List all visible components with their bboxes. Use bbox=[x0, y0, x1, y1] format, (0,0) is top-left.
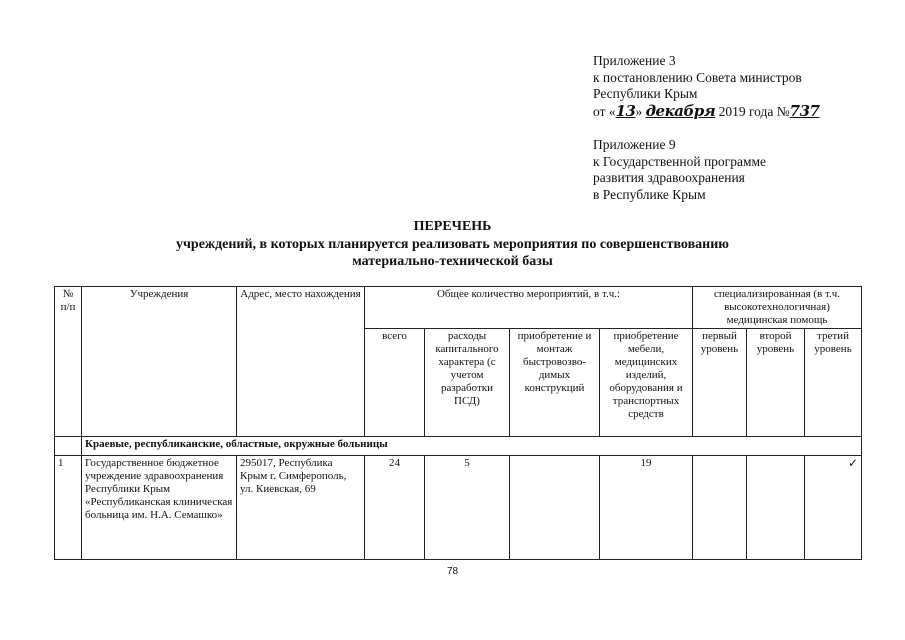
row-institution: Государственное бюджетное учреждение здравоохранения Республики Крым «Республиканская клиническая больница им. Н.А. Семашко» bbox=[82, 456, 237, 560]
table-row bbox=[55, 456, 862, 560]
row-level2 bbox=[747, 456, 805, 560]
appendix-3-date-line bbox=[593, 103, 819, 121]
section-title: Краевые, республиканские, областные, окружные больницы bbox=[82, 437, 862, 456]
page-number: 78 bbox=[446, 566, 459, 577]
header-all: всего bbox=[365, 329, 425, 437]
subtitle-text: учреждений, в которых планируется реализовать мероприятия по совершенствованию материально-технической базы bbox=[176, 237, 729, 269]
appendix-3-title: Приложение 3 bbox=[593, 53, 676, 68]
date-year: 2019 года № bbox=[718, 103, 790, 119]
header-level3: третий уровень bbox=[805, 329, 862, 437]
appendix-9-line4: в Республике Крым bbox=[593, 186, 706, 202]
header-capital: расходы капитального характера (с учетом разработки ПСД) bbox=[425, 329, 510, 437]
institutions-table bbox=[54, 286, 862, 560]
row-capital: 5 bbox=[425, 456, 510, 560]
appendix-9-block bbox=[593, 137, 766, 203]
appendix-9-line3: развития здравоохранения bbox=[593, 170, 745, 185]
handwritten-month: декабря bbox=[645, 101, 716, 120]
row-equipment: 19 bbox=[600, 456, 693, 560]
document-title: ПЕРЕЧЕНЬ bbox=[413, 219, 492, 234]
row-num: 1 bbox=[55, 456, 82, 560]
header-num: № п/п bbox=[55, 287, 82, 437]
row-address: 295017, Республика Крым г. Симферополь, ул. Киевская, 69 bbox=[237, 456, 365, 560]
section-row bbox=[55, 437, 862, 456]
row-prefab bbox=[510, 456, 600, 560]
header-equipment: приобретение мебели, медицинских изделий, оборудования и транспортных средств bbox=[600, 329, 693, 437]
appendix-9-line2: к Государственной программе bbox=[593, 153, 767, 169]
header-prefab: приобретение и монтаж быстровозво-димых конструкций bbox=[510, 329, 600, 437]
header-row-1 bbox=[55, 287, 862, 329]
handwritten-day: 13 bbox=[615, 101, 636, 120]
header-total-events: Общее количество мероприятий, в т.ч.: bbox=[365, 287, 693, 329]
document-subtitle bbox=[0, 236, 905, 270]
checkmark-icon: ✓ bbox=[805, 456, 862, 560]
appendix-3-line3: Республики Крым bbox=[593, 86, 698, 101]
header-specialized: специализированная (в т.ч. высокотехнологичная) медицинская помощь bbox=[693, 287, 862, 329]
appendix-3-block bbox=[593, 53, 819, 120]
date-prefix: от « bbox=[593, 103, 616, 119]
section-num-cell bbox=[55, 437, 82, 456]
header-level1: первый уровень bbox=[693, 329, 747, 437]
appendix-9-title: Приложение 9 bbox=[593, 137, 676, 152]
date-mid: » bbox=[635, 103, 643, 119]
handwritten-number: 737 bbox=[789, 101, 820, 120]
row-all: 24 bbox=[365, 456, 425, 560]
header-level2: второй уровень bbox=[747, 329, 805, 437]
appendix-3-line2: к постановлению Совета министров bbox=[593, 69, 802, 85]
header-institution: Учреждения bbox=[82, 287, 237, 437]
header-address: Адрес, место нахождения bbox=[237, 287, 365, 437]
row-level1 bbox=[693, 456, 747, 560]
